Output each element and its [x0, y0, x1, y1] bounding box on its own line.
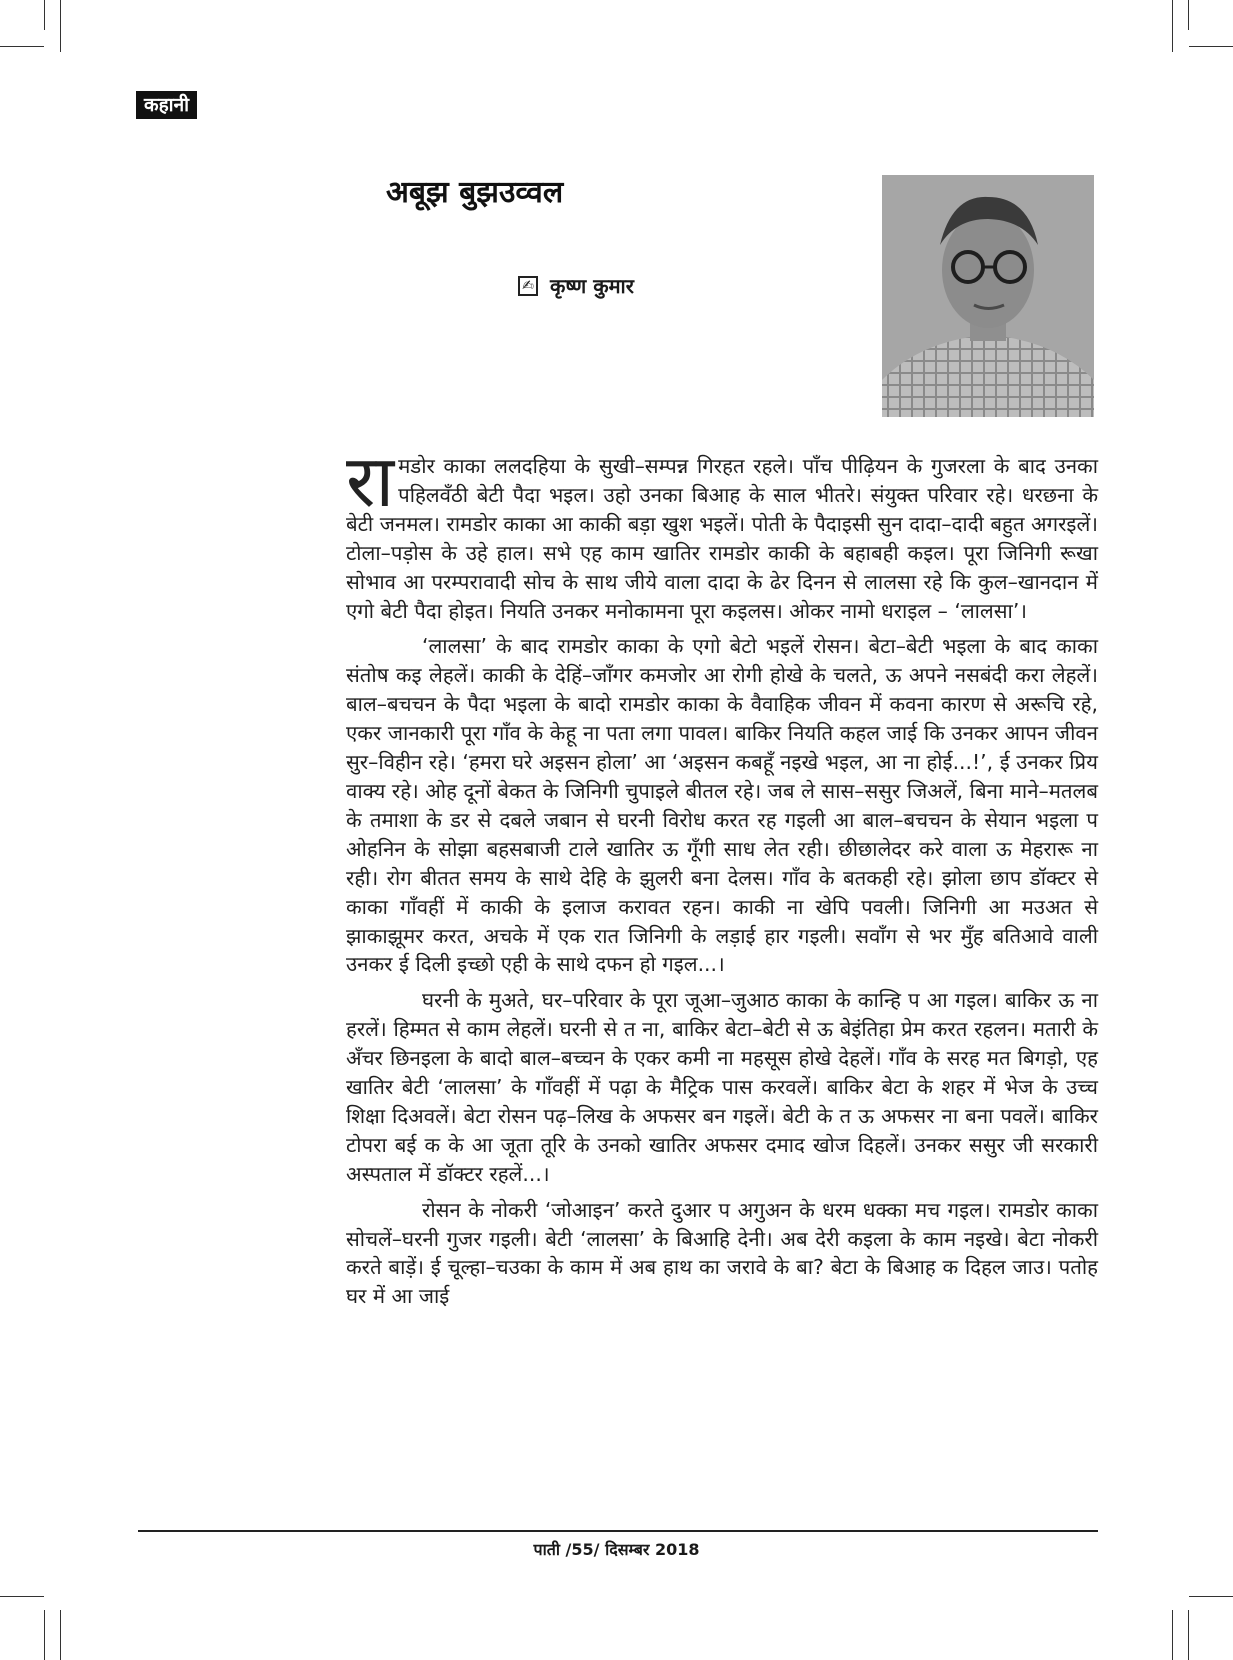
author-byline [518, 272, 634, 299]
paragraph: रोसन के नोकरी ‘जोआइन’ करते दुआर प अगुअन के धरम धक्का मच गइल। रामडोर काका सोचलें–घरनी गुजर गइली। बेटी ‘लालसा’ के बिआहि देनी। अब देरी कइला के काम नइखे। बेटा नोकरी करते बाड़ें। ई चूल्हा–चउका के काम में अब हाथ का जरावे के बा? बेटा के बिआह क दिहल जाउ। पतोह घर में आ जाई [346, 1197, 1098, 1309]
paragraph-text: मडोर काका ललदहिया के सुखी–सम्पन्न गिरहत रहले। पाँच पीढ़ियन के गुजरला के बाद उनका पहिलवँठी बेटी पैदा भइल। उहो उनका बिआह के साल भीतरे। संयुक्त परिवार रहे। धरछना के बेटी जनमल। रामडोर काका आ काकी बड़ा खुश भइलें। पोती के पैदाइसी सुन दादा–दादी बहुत अगरइलें। टोला–पड़ोस के उहे हाल। सभे एह काम खातिर रामडोर काकी के बहाबही कइल। पूरा जिनिगी रूखा सोभाव आ परम्परावादी सोच के साथ जीये वाला दादा के ढेर दिनन से लालसा रहे कि कुल–खानदान में एगो बेटी पैदा होइत। नियति उनकर मनोकामना पूरा कइलस। ओकर नामो धराइल – ‘लालसा’। [346, 454, 1098, 623]
pen-icon: ✍ [518, 276, 538, 296]
paragraph: ‘लालसा’ के बाद रामडोर काका के एगो बेटो भइलें रोसन। बेटा–बेटी भइला के बाद काका संतोष कइ लेहलें। काकी के देहिं–जाँगर कमजोर आ रोगी होखे के चलते, ऊ अपने नसबंदी करा लेहलें। बाल–बचचन के पैदा भइला के बादो रामडोर काका के वैवाहिक जीवन में कवना कारण से अरूचि रहे, एकर जानकारी पूरा गाँव के केहू ना पता लगा पावल। बाकिर नियति कहल जाई कि उनकर आपन जीवन सुर–विहीन रहे। ‘हमरा घरे अइसन होला’ आ ‘अइसन कबहूँ नइखे भइल, आ ना होई...!’, ई उनकर प्रिय वाक्य रहे। ओह दूनों बेकत के जिनिगी चुपाइले बीतल रहे। जब ले सास–ससुर जिअलें, बिना माने–मतलब के तमाशा के डर से दबले जबान से घरनी विरोध करत रह गइली आ बाल–बचचन के सेयान भइला प ओहनिन के सोझा बहसबाजी टाले खातिर ऊ गूँगी साध लेत रही। छीछालेदर करे वाला ऊ मेहरारू ना रही। रोग बीतत समय के साथे देहि के झुलरी बना देलस। गाँव के बतकही रहे। झोला छाप डॉक्टर से काका गाँवहीं में काकी के इलाज करावत रहन। काकी ना खेपि पवली। जिनिगी आ मउअत से झाकाझूमर करत, अचके में एक रात जिनिगी के लड़ाई हार गइली। सवाँग से भर मुँह बतिआवे वाली उनकर ई दिली इच्छो एही के साथे दफन हो गइल...। [346, 634, 1098, 977]
crop-mark [1172, 0, 1173, 52]
crop-mark [44, 1610, 45, 1660]
crop-mark [1188, 0, 1189, 30]
author-name: कृष्ण कुमार [550, 274, 634, 298]
crop-mark [60, 1610, 61, 1660]
author-photo [882, 175, 1094, 417]
crop-mark [44, 0, 45, 30]
section-tag: कहानी [136, 91, 197, 119]
drop-cap: रा [346, 439, 395, 523]
page-footer: पाती /55/ दिसम्बर 2018 [533, 1540, 700, 1559]
author-portrait-icon [882, 175, 1094, 417]
crop-mark [60, 0, 61, 52]
crop-mark [1188, 1610, 1189, 1660]
crop-mark [1189, 1596, 1233, 1597]
crop-mark [0, 46, 44, 47]
crop-mark [1189, 46, 1233, 47]
crop-mark [1172, 1610, 1173, 1660]
paragraph [346, 439, 1098, 625]
crop-mark [0, 1596, 44, 1597]
paragraph: घरनी के मुअते, घर–परिवार के पूरा जूआ–जुआठ काका के कान्हि प आ गइल। बाकिर ऊ ना हरलें। हिम्मत से काम लेहलें। घरनी से त ना, बाकिर बेटा–बेटी से ऊ बेइंतिहा प्रेम करत रहलन। मतारी के अँचर छिनइला के बादो बाल–बच्चन के एकर कमी ना महसूस होखे देहलें। गाँव के सरह मत बिगड़ो, एह खातिर बेटी ‘लालसा’ के गाँवहीं में पढ़ा के मैट्रिक पास करवलें। बाकिर बेटा के शहर में भेज के उच्च शिक्षा दिअवलें। बेटा रोसन पढ़–लिख के अफसर बन गइलें। बेटी के त ऊ अफसर ना बना पवलें। बाकिर टोपरा बई क के आ जूता तूरि के उनको खातिर अफसर दमाद खोज दिहलें। उनकर ससुर जी सरकारी अस्पताल में डॉक्टर रहलें...। [346, 988, 1098, 1186]
story-title: अबूझ बुझउव्वल [386, 175, 564, 210]
story-body [346, 439, 1098, 1318]
footer-rule [138, 1530, 1098, 1532]
